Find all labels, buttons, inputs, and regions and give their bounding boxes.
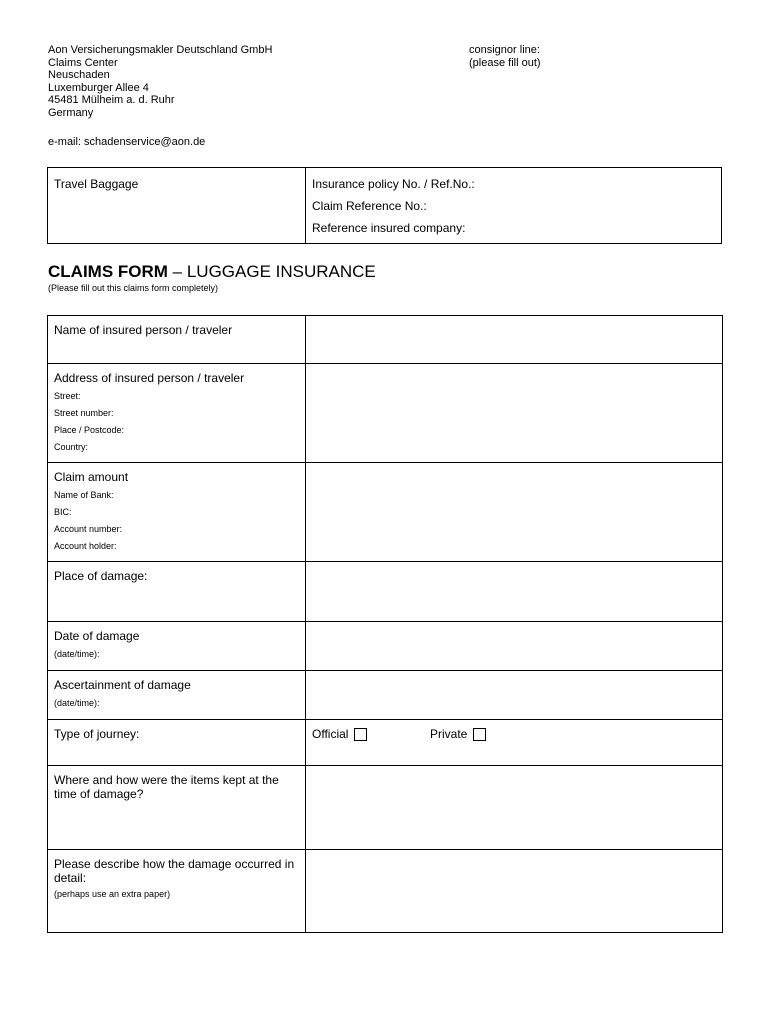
form-row-describe [48,850,723,933]
sender-line: 45481 Mülheim a. d. Ruhr [48,94,175,106]
private-checkbox[interactable] [473,728,486,741]
date-time-hint: (date/time): [54,649,100,659]
consignor-label: consignor line: [469,44,540,56]
damage-description-label: Please describe how the damage occurred in detail: [54,857,295,885]
form-title-bold: CLAIMS FORM [48,262,168,281]
name-input-cell[interactable] [306,316,723,364]
private-label: Private [430,727,468,741]
items-kept-label: Where and how were the items kept at the time of damage? [54,773,279,801]
form-row-address [48,364,723,463]
consignor-hint: (please fill out) [469,56,541,69]
bank-name-label: Name of Bank: [54,490,114,500]
address-input-cell[interactable] [306,364,723,463]
form-row-place [48,562,723,622]
reference-box [47,167,722,244]
claim-amount-label: Claim amount [54,470,129,484]
date-of-damage-label: Date of damage [54,629,140,643]
journey-type-label: Type of journey: [54,727,140,741]
form-title [48,262,376,282]
address-label-cell [48,364,306,463]
extra-paper-hint: (perhaps use an extra paper) [54,889,171,899]
form-row-claim-amount [48,463,723,562]
form-row-date [48,622,723,671]
kept-input-cell[interactable] [306,766,723,850]
name-label-cell [48,316,306,364]
form-row-ascertainment [48,671,723,720]
form-subtitle: (Please fill out this claims form completely) [48,283,219,293]
claim-reference-label: Claim Reference No.: [312,199,427,213]
consignor-block [469,44,541,69]
street-number-label: Street number: [54,408,114,418]
form-row-journey [48,720,723,766]
sender-line: Claims Center [48,56,118,69]
journey-options-cell [306,720,723,766]
form-title-rest: – LUGGAGE INSURANCE [167,262,376,281]
place-label-cell [48,562,306,622]
sender-email: e-mail: schadenservice@aon.de [48,136,206,148]
official-checkbox[interactable] [354,728,367,741]
account-holder-label: Account holder: [54,541,117,551]
address-fields [54,390,299,453]
place-input-cell[interactable] [306,562,723,622]
claim-amount-label-cell [48,463,306,562]
form-row-name [48,316,723,364]
address-label: Address of insured person / traveler [54,371,245,385]
official-label: Official [312,727,349,741]
ascertainment-label: Ascertainment of damage [54,678,191,692]
bic-label: BIC: [54,507,72,517]
bank-fields [54,489,299,552]
name-label: Name of insured person / traveler [54,323,233,337]
claims-form-table [47,315,723,933]
street-label: Street: [54,391,81,401]
sender-line: Luxemburger Allee 4 [48,81,149,94]
company-reference-label: Reference insured company: [312,221,466,235]
official-option[interactable] [312,727,430,741]
kept-label-cell [48,766,306,850]
describe-label-cell [48,850,306,933]
sender-line: Neuschaden [48,69,110,81]
describe-input-cell[interactable] [306,850,723,933]
journey-options [306,720,722,741]
claim-amount-input-cell[interactable] [306,463,723,562]
place-postcode-label: Place / Postcode: [54,425,125,435]
policy-number-label: Insurance policy No. / Ref.No.: [312,177,475,191]
private-option[interactable] [430,727,486,741]
sender-address [48,44,272,119]
place-of-damage-label: Place of damage: [54,569,148,583]
insurance-category: Travel Baggage [48,168,306,243]
ascertainment-time-hint: (date/time): [54,698,100,708]
sender-line: Aon Versicherungsmakler Deutschland GmbH [48,44,273,56]
date-label-cell [48,622,306,671]
account-number-label: Account number: [54,524,123,534]
sender-line: Germany [48,106,94,119]
reference-fields [306,168,721,243]
journey-label-cell [48,720,306,766]
ascertainment-label-cell [48,671,306,720]
country-label: Country: [54,442,89,452]
date-input-cell[interactable] [306,622,723,671]
form-row-kept [48,766,723,850]
ascertainment-input-cell[interactable] [306,671,723,720]
